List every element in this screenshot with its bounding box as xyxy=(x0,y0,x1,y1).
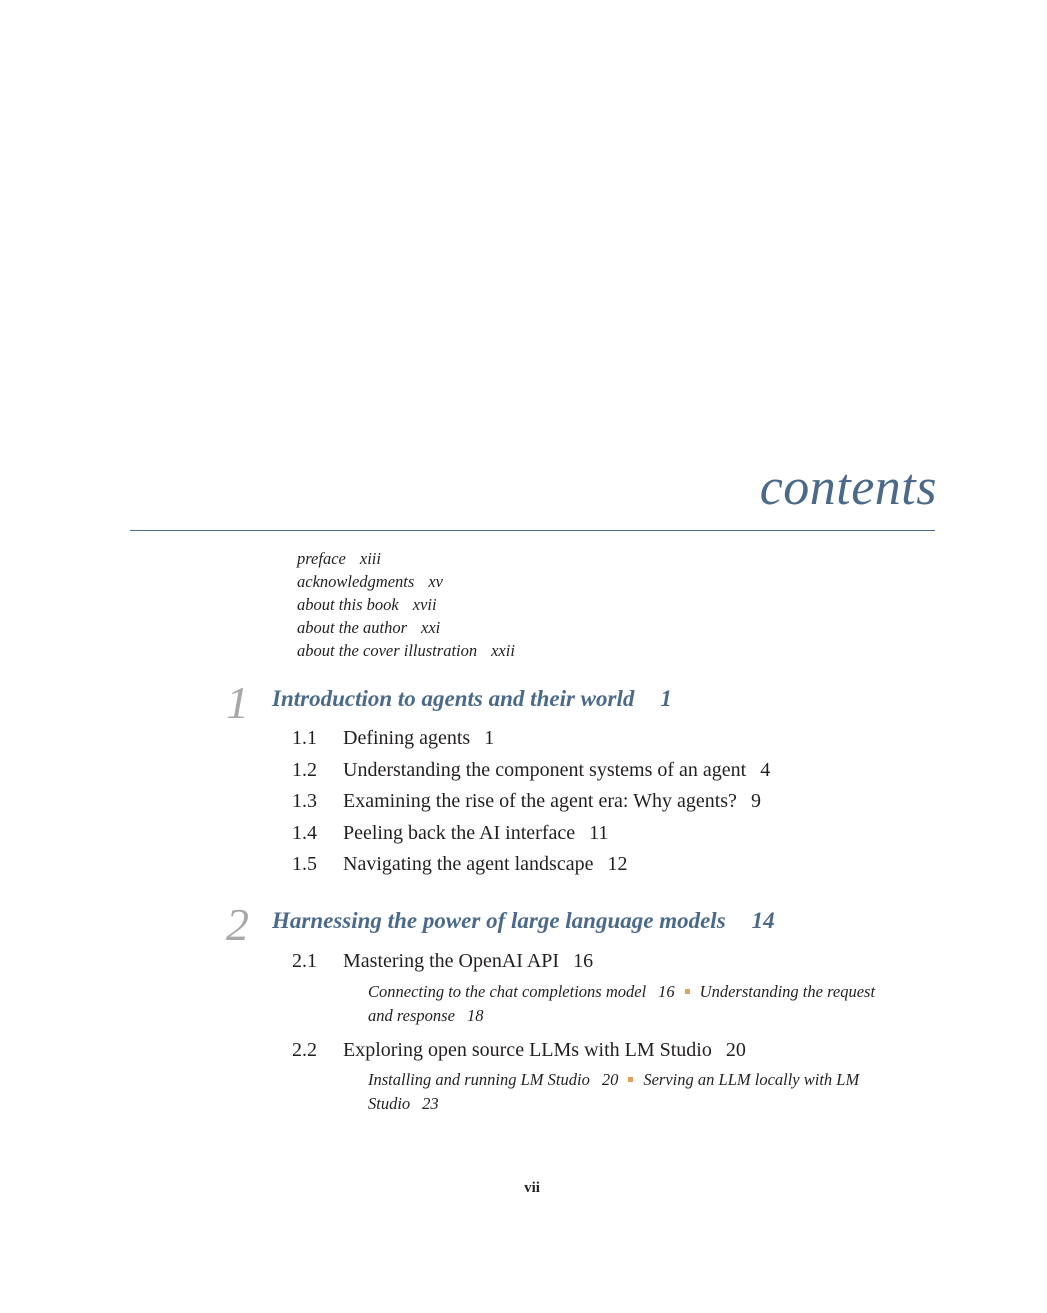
subsection-group xyxy=(368,1068,898,1116)
subsection-page: 18 xyxy=(466,1006,484,1025)
section-number: 1.3 xyxy=(292,790,317,812)
front-matter-item[interactable] xyxy=(297,570,515,593)
front-matter-page: xv xyxy=(428,572,443,591)
title-rule xyxy=(130,530,935,531)
section-page: 9 xyxy=(750,790,761,812)
section-page: 1 xyxy=(484,727,495,749)
front-matter-list xyxy=(297,547,515,662)
front-matter-item[interactable] xyxy=(297,593,515,616)
chapter-title: Harnessing the power of large language models xyxy=(272,908,726,933)
section-title: Exploring open source LLMs with LM Studio xyxy=(343,1039,712,1061)
chapter-title: Introduction to agents and their world xyxy=(272,686,635,711)
section-title: Understanding the component systems of an agent xyxy=(343,759,747,781)
subsection-entry[interactable] xyxy=(368,982,675,1001)
subsection-entry[interactable] xyxy=(368,1070,618,1089)
front-matter-label: about the author xyxy=(297,618,407,637)
section-entry[interactable] xyxy=(292,760,770,780)
subsection-title: Installing and running LM Studio xyxy=(368,1070,590,1089)
bullet-separator-icon xyxy=(628,1077,633,1082)
section-title: Navigating the agent landscape xyxy=(343,853,594,875)
section-number: 1.1 xyxy=(292,727,317,749)
section-page: 4 xyxy=(760,759,771,781)
subsection-page: 16 xyxy=(658,982,675,1001)
section-entry[interactable] xyxy=(292,823,608,843)
section-page: 12 xyxy=(607,853,628,875)
section-title: Defining agents xyxy=(343,727,471,749)
front-matter-page: xvii xyxy=(412,595,437,614)
section-number: 2.1 xyxy=(292,950,317,972)
section-title: Examining the rise of the agent era: Why agents? xyxy=(343,790,737,812)
front-matter-label: about this book xyxy=(297,595,399,614)
bullet-separator-icon xyxy=(685,989,690,994)
front-matter-label: acknowledgments xyxy=(297,572,415,591)
section-entry[interactable] xyxy=(292,854,627,874)
page-number: vii xyxy=(524,1180,540,1196)
subsection-group xyxy=(368,980,898,1028)
subsection-page: 20 xyxy=(601,1070,619,1089)
chapter-title-link[interactable] xyxy=(272,909,775,932)
section-entry[interactable] xyxy=(292,728,494,748)
chapter-number: 1 xyxy=(226,677,249,728)
section-entry[interactable] xyxy=(292,1040,746,1060)
front-matter-item[interactable] xyxy=(297,616,515,639)
page-title: contents xyxy=(759,459,937,516)
subsection-page: 23 xyxy=(422,1094,439,1113)
front-matter-item[interactable] xyxy=(297,547,515,570)
chapter-title-link[interactable] xyxy=(272,687,672,710)
section-number: 1.4 xyxy=(292,822,317,844)
subsection-title: Understanding the request and response xyxy=(368,982,876,1025)
front-matter-item[interactable] xyxy=(297,639,515,662)
section-page: 11 xyxy=(589,822,609,844)
section-title: Peeling back the AI interface xyxy=(343,822,576,844)
section-page: 20 xyxy=(725,1039,746,1061)
front-matter-label: preface xyxy=(297,549,346,568)
section-number: 1.5 xyxy=(292,853,317,875)
front-matter-page: xiii xyxy=(359,549,381,568)
front-matter-page: xxi xyxy=(421,618,441,637)
section-number: 1.2 xyxy=(292,759,317,781)
chapter-number: 2 xyxy=(226,899,249,950)
subsection-title: Connecting to the chat completions model xyxy=(368,982,647,1001)
section-entry[interactable] xyxy=(292,791,761,811)
section-page: 16 xyxy=(573,950,594,972)
front-matter-page: xxii xyxy=(491,641,515,660)
section-number: 2.2 xyxy=(292,1039,317,1061)
chapter-page: 14 xyxy=(751,908,775,933)
front-matter-label: about the cover illustration xyxy=(297,641,478,660)
section-title: Mastering the OpenAI API xyxy=(343,950,560,972)
subsection-title: Serving an LLM locally with LM Studio xyxy=(368,1070,860,1113)
chapter-page: 1 xyxy=(660,686,672,711)
section-entry[interactable] xyxy=(292,951,593,971)
